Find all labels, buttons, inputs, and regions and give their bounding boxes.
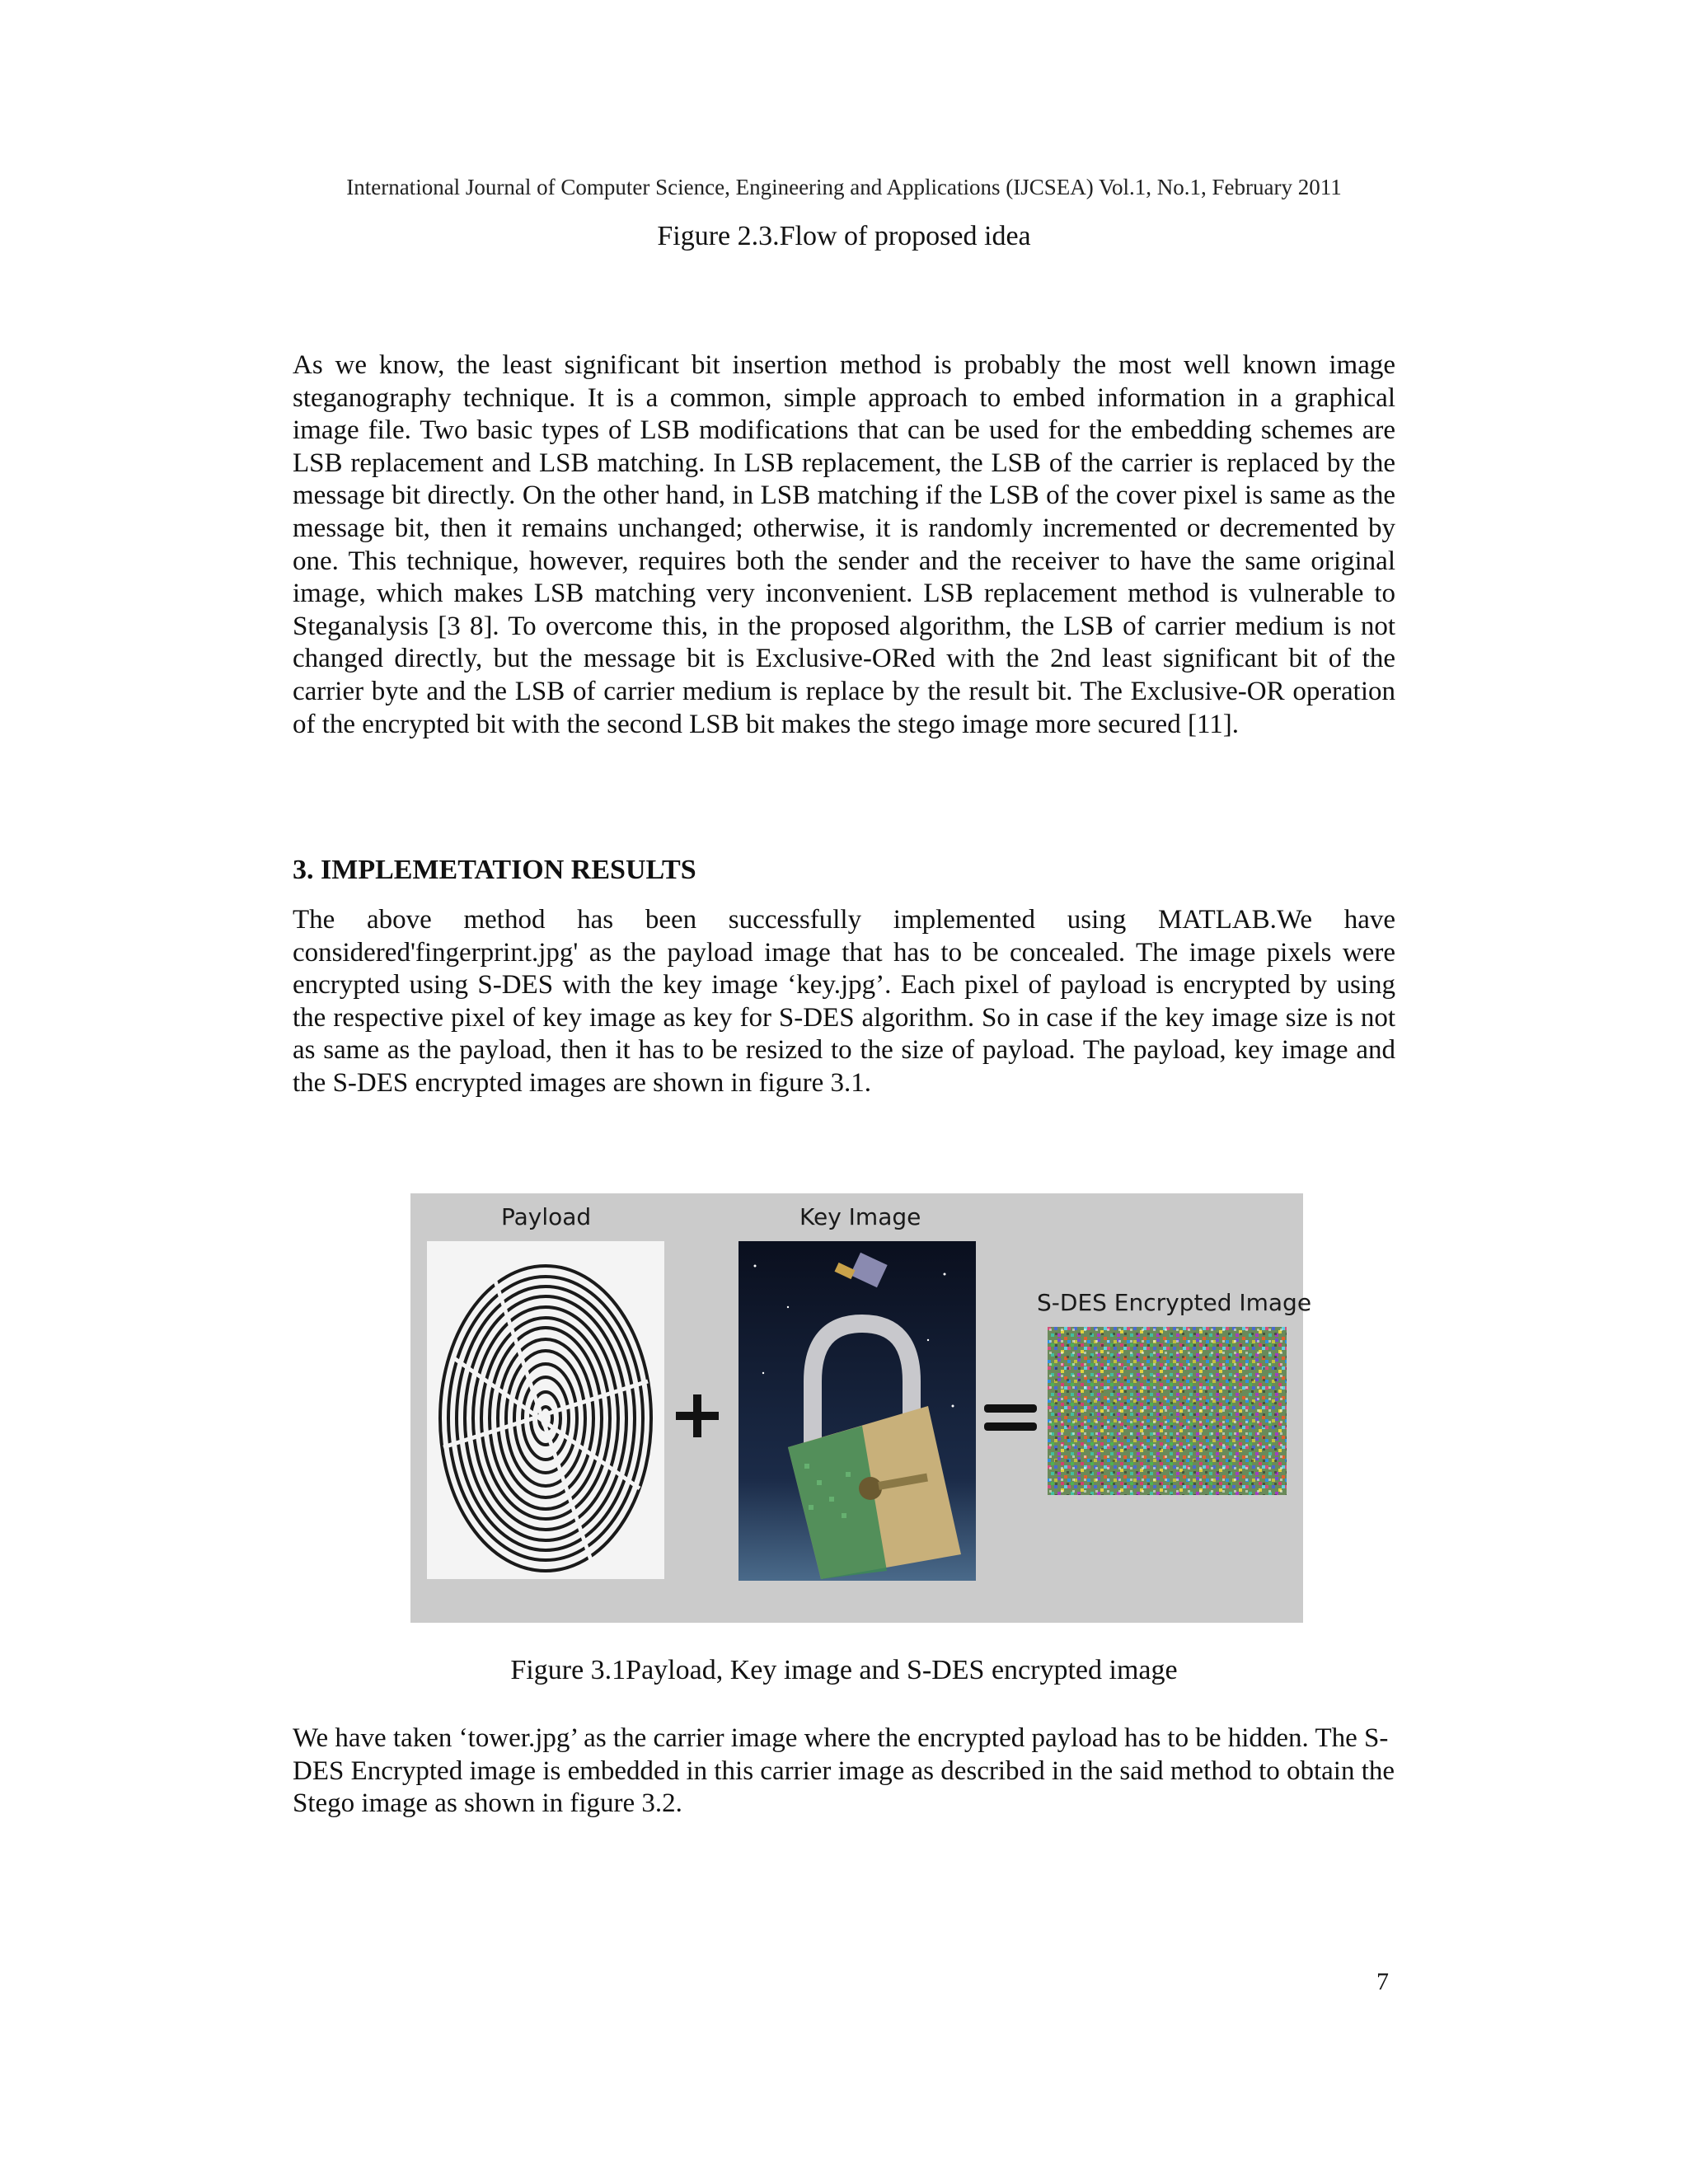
figure-2-3-caption: Figure 2.3.Flow of proposed idea [657,221,1031,251]
equals-icon [981,1399,1040,1436]
key-image-label: Key Image [799,1203,921,1230]
body-paragraph-1: As we know, the least significant bit insertion method is probably the most well known image steganography technique. It is a common, simple approach to embed information in a graphical image file. Two basic types of LSB modifications that can be used for the embedding schemes are LSB replacement and LSB matching. In LSB replacement, the LSB of the carrier is replaced by the message bit directly. On the other hand, in LSB matching if the LSB of the cover pixel is same as the message bit, then it remains unchanged; otherwise, it is randomly incremented or decremented by one. This technique, however, requires both the sender and the receiver to have the same original image, which makes LSB matching very inconvenient. LSB replacement method is vulnerable to Steganalysis [3 8]. To overcome this, in the proposed algorithm, the LSB of carrier medium is not changed directly, but the message bit is Exclusive-ORed with the 2nd least significant bit of the carrier byte and the LSB of carrier medium is replace by the result bit. The Exclusive-OR operation of the encrypted bit with the second LSB bit makes the stego image more secured [11]. [293,350,1395,739]
fingerprint-image [427,1241,664,1579]
body-paragraph-3: We have taken ‘tower.jpg’ as the carrier image where the encrypted payload has to be hidden. The S-DES Encrypted image is embedded in this carrier image as described in the said method to obtain the Stego image as shown in figure 3.2. [293,1723,1395,1819]
key-padlock-image [738,1241,976,1581]
encrypted-noise-image [1048,1327,1287,1495]
section-heading: 3. IMPLEMETATION RESULTS [293,855,696,885]
figure-3-1-caption: Figure 3.1Payload, Key image and S-DES encrypted image [510,1655,1178,1685]
encrypted-image-label: S-DES Encrypted Image [1037,1289,1312,1316]
figure-3-1 [410,1193,1312,1623]
payload-label: Payload [501,1203,592,1230]
journal-header: International Journal of Computer Science, Engineering and Applications (IJCSEA) Vol.1, No.1, February 2011 [346,175,1342,199]
page-number: 7 [1376,1968,1389,1995]
body-paragraph-2: The above method has been successfully implemented using MATLAB.We have considered'fingerprint.jpg' as the payload image that has to be concealed. The image pixels were encrypted using S-DES with the key image ‘key.jpg’. Each pixel of payload is encrypted by using the respective pixel of key image as key for S-DES algorithm. So in case if the key image size is not as same as the payload, then it has to be resized to the size of payload. The payload, key image and the S-DES encrypted images are shown in figure 3.1. [293,905,1395,1098]
plus-icon [673,1391,722,1441]
